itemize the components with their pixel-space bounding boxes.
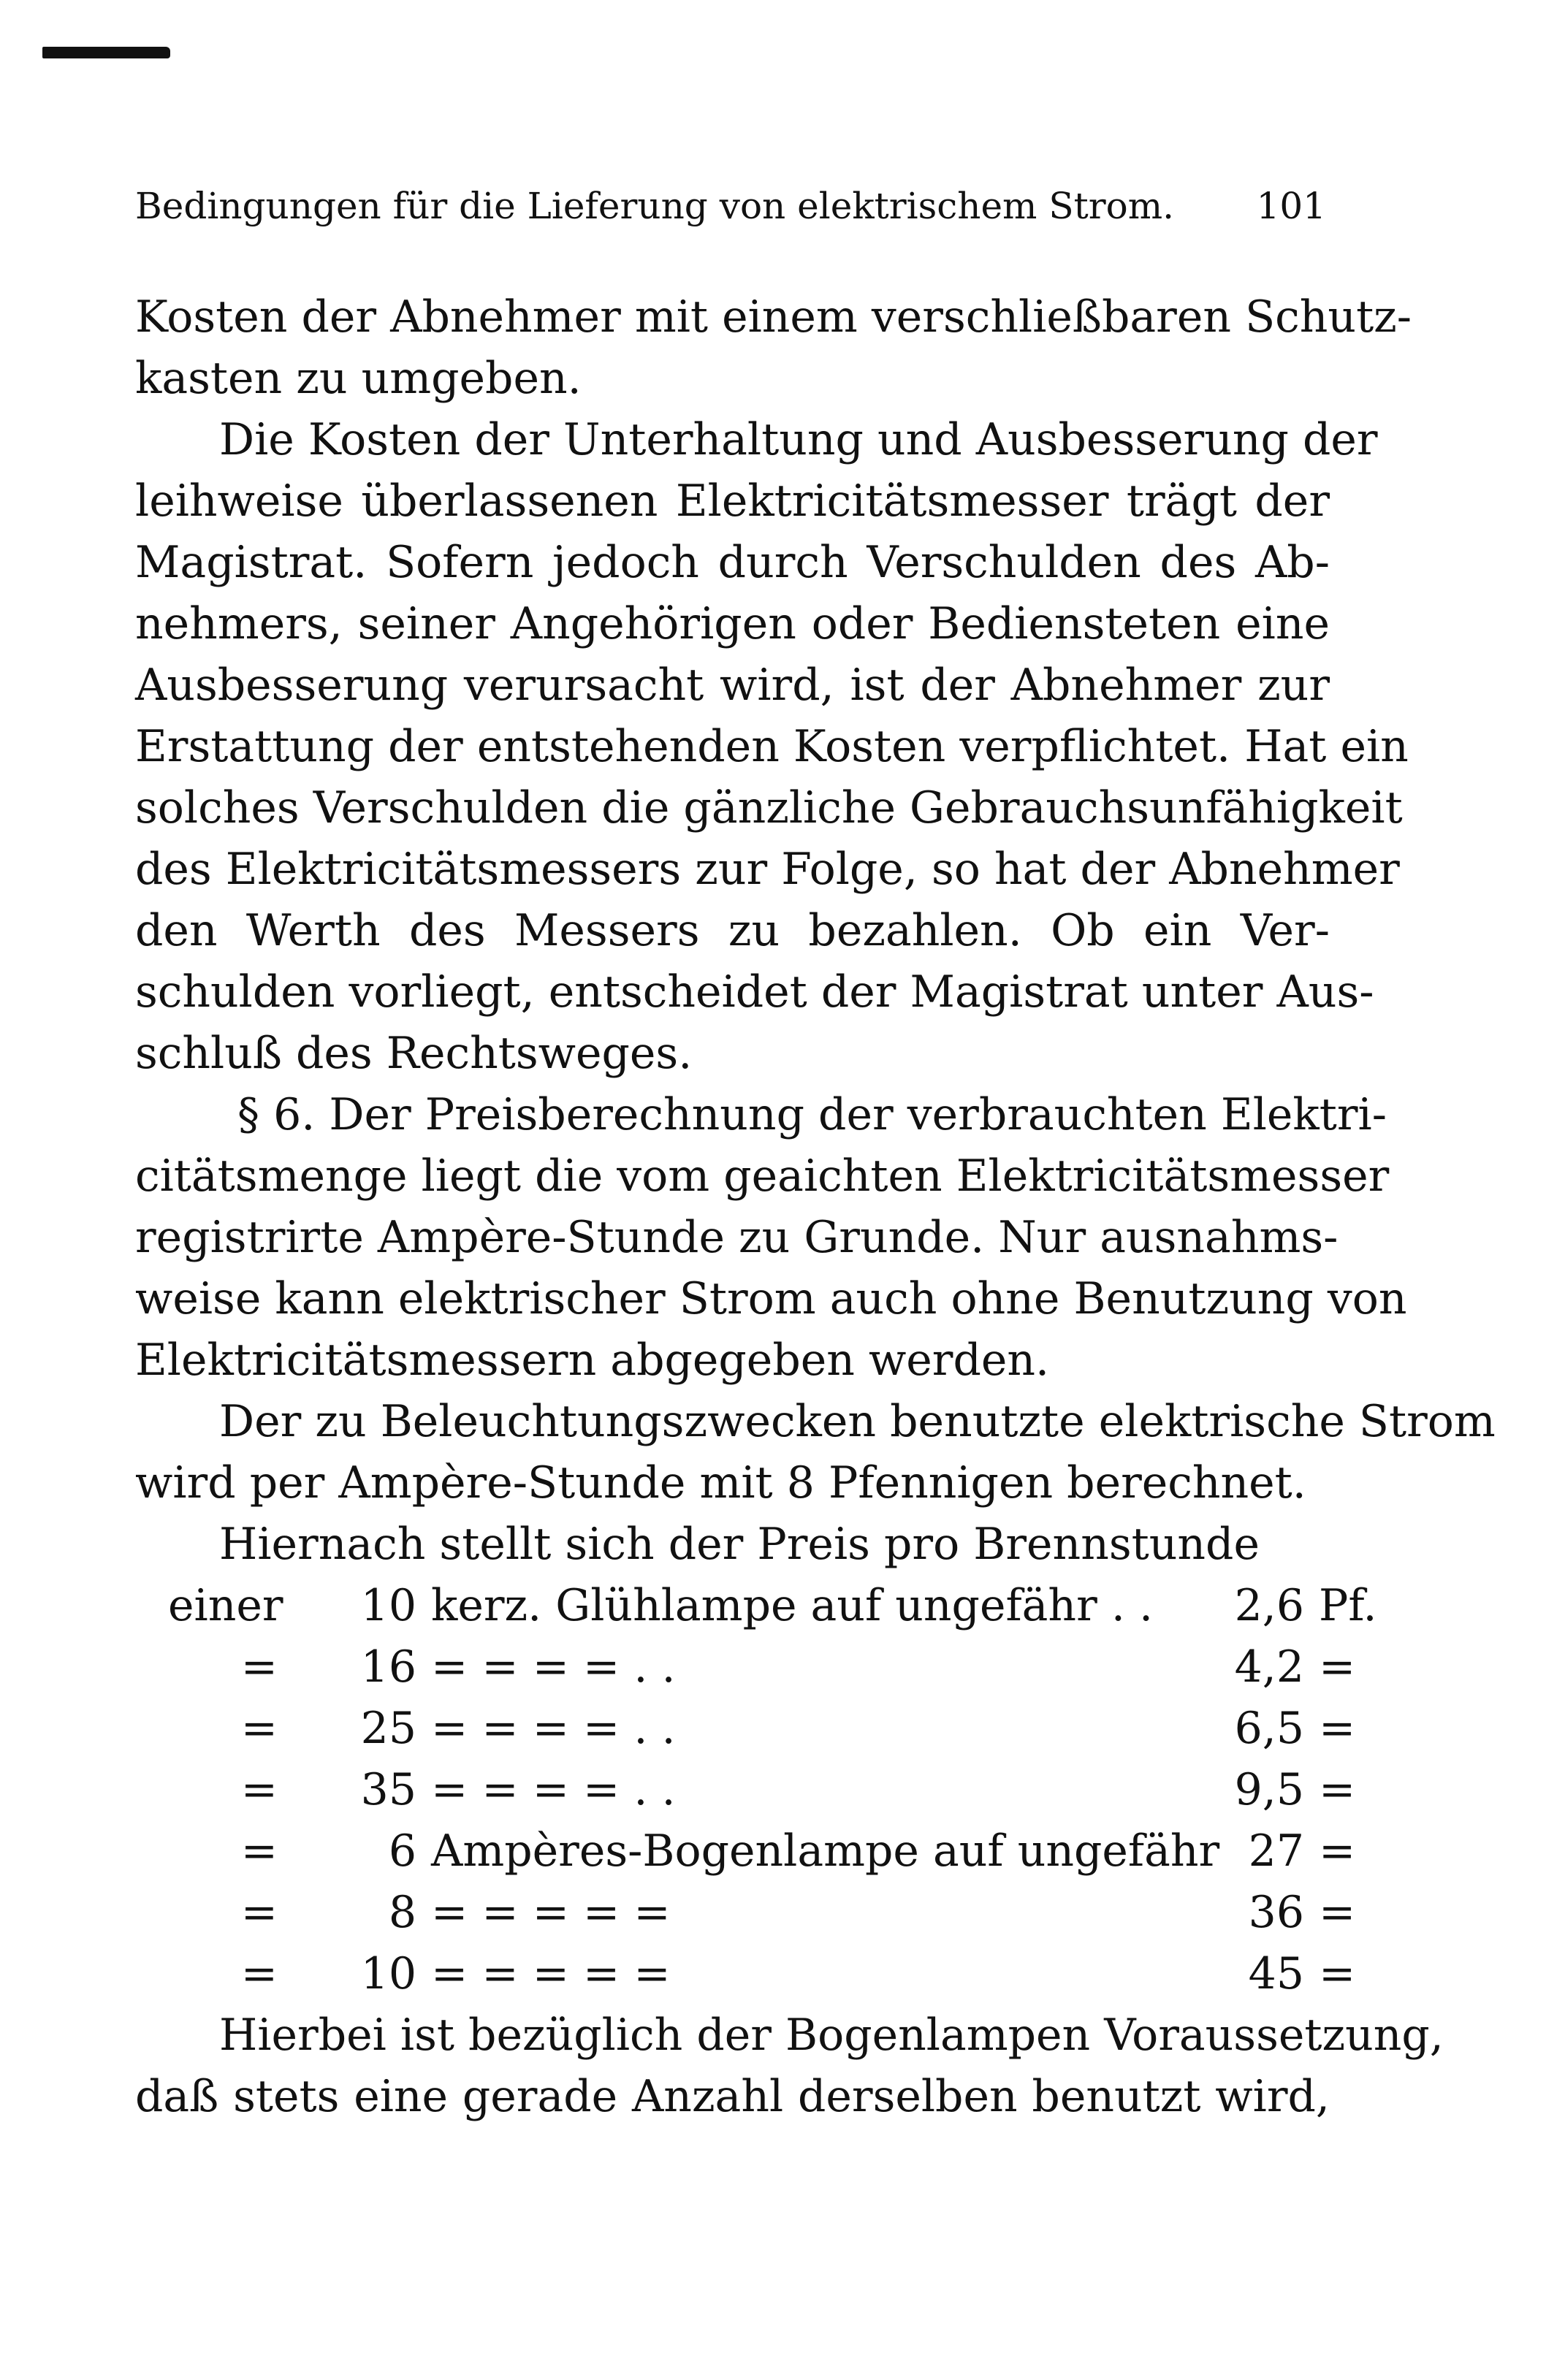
table-row — [135, 1882, 1356, 1943]
row-price: 36 — [1248, 1887, 1304, 1938]
table-row — [135, 1759, 1356, 1820]
text-line: schulden vorliegt, entscheidet der Magistrat unter Aus- — [135, 966, 1374, 1018]
text-line: nehmers, seiner Angehörigen oder Bediensteten eine — [135, 598, 1330, 649]
text-line: weise kann elektrischer Strom auch ohne Benutzung von — [135, 1273, 1407, 1324]
row-lead: = — [240, 1948, 278, 1999]
table-row — [135, 1636, 1356, 1698]
text-line: Hiernach stellt sich der Preis pro Brennstunde — [219, 1519, 1260, 1570]
row-quantity: 8 — [388, 1887, 416, 1938]
text-line: citätsmenge liegt die vom geaichten Elektricitätsmesser — [135, 1151, 1390, 1202]
body-text — [135, 286, 1496, 2127]
row-unit: = — [1319, 1764, 1356, 1815]
row-price: 9,5 — [1234, 1764, 1304, 1815]
row-quantity: 10 — [360, 1948, 416, 1999]
printer-mark — [42, 47, 170, 58]
row-unit: Pf. — [1319, 1580, 1377, 1631]
row-description: = = = = . . — [431, 1703, 676, 1754]
text-line: Die Kosten der Unterhaltung und Ausbesserung der — [219, 414, 1378, 465]
row-unit: = — [1319, 1641, 1356, 1693]
row-quantity: 25 — [360, 1703, 416, 1754]
row-price: 2,6 — [1234, 1580, 1304, 1631]
text-line: Ausbesserung verursacht wird, ist der Abnehmer zur — [135, 660, 1330, 711]
row-lead: = — [240, 1887, 278, 1938]
row-quantity: 6 — [388, 1826, 416, 1877]
row-price: 27 — [1248, 1826, 1304, 1877]
text-line: Erstattung der entstehenden Kosten verpflichtet. Hat ein — [135, 721, 1409, 772]
text-line: wird per Ampère-Stunde mit 8 Pfennigen berechnet. — [135, 1457, 1306, 1509]
running-title: Bedingungen für die Lieferung von elektrischem Strom. — [135, 185, 1175, 227]
row-lead: = — [240, 1764, 278, 1815]
section-heading-line: § 6. Der Preisberechnung der verbrauchten Elektri- — [237, 1089, 1387, 1140]
table-row — [135, 1698, 1356, 1759]
row-unit: = — [1319, 1703, 1356, 1754]
text-line: daß stets eine gerade Anzahl derselben benutzt wird, — [135, 2071, 1330, 2122]
row-quantity: 35 — [360, 1764, 416, 1815]
table-row — [135, 1820, 1356, 1882]
row-description: = = = = = — [431, 1948, 671, 1999]
row-description: Ampères-Bogenlampe auf ungefähr — [431, 1826, 1220, 1877]
row-lead: = — [240, 1703, 278, 1754]
table-row — [135, 1575, 1377, 1636]
text-line: Der zu Beleuchtungszwecken benutzte elektrische Strom — [219, 1396, 1496, 1447]
row-description: = = = = = — [431, 1887, 671, 1938]
running-header — [135, 177, 1326, 235]
text-line: leihweise überlassenen Elektricitätsmesser trägt der — [135, 476, 1330, 527]
text-line: schluß des Rechtsweges. — [135, 1028, 693, 1079]
row-description: = = = = . . — [431, 1641, 676, 1693]
text-line: des Elektricitätsmessers zur Folge, so hat der Abnehmer — [135, 844, 1400, 895]
text-line: registrirte Ampère-Stunde zu Grunde. Nur ausnahms- — [135, 1212, 1339, 1263]
text-line: solches Verschulden die gänzliche Gebrauchsunfähigkeit — [135, 782, 1403, 834]
text-line: den Werth des Messers zu bezahlen. Ob ein Ver- — [135, 905, 1330, 956]
row-quantity: 16 — [360, 1641, 416, 1693]
row-unit: = — [1319, 1887, 1356, 1938]
row-description: kerz. Glühlampe auf ungefähr . . — [431, 1580, 1154, 1631]
text-line: Magistrat. Sofern jedoch durch Verschulden des Ab- — [135, 537, 1330, 588]
row-description: = = = = . . — [431, 1764, 676, 1815]
row-quantity: 10 — [360, 1580, 416, 1631]
row-price: 45 — [1248, 1948, 1304, 1999]
text-line: Hierbei ist bezüglich der Bogenlampen Voraussetzung, — [219, 2010, 1444, 2061]
table-row — [135, 1943, 1356, 2005]
text-line: kasten zu umgeben. — [135, 353, 582, 404]
row-unit: = — [1319, 1948, 1356, 1999]
row-price: 6,5 — [1234, 1703, 1304, 1754]
row-price: 4,2 — [1234, 1641, 1304, 1693]
row-unit: = — [1319, 1826, 1356, 1877]
text-line: Elektricitätsmessern abgegeben werden. — [135, 1335, 1050, 1386]
row-lead: = — [240, 1641, 278, 1693]
price-table — [135, 1575, 1377, 2005]
row-lead: einer — [168, 1580, 283, 1631]
page-number: 101 — [1256, 185, 1326, 227]
text-line: Kosten der Abnehmer mit einem verschließbaren Schutz- — [135, 291, 1412, 343]
row-lead: = — [240, 1826, 278, 1877]
